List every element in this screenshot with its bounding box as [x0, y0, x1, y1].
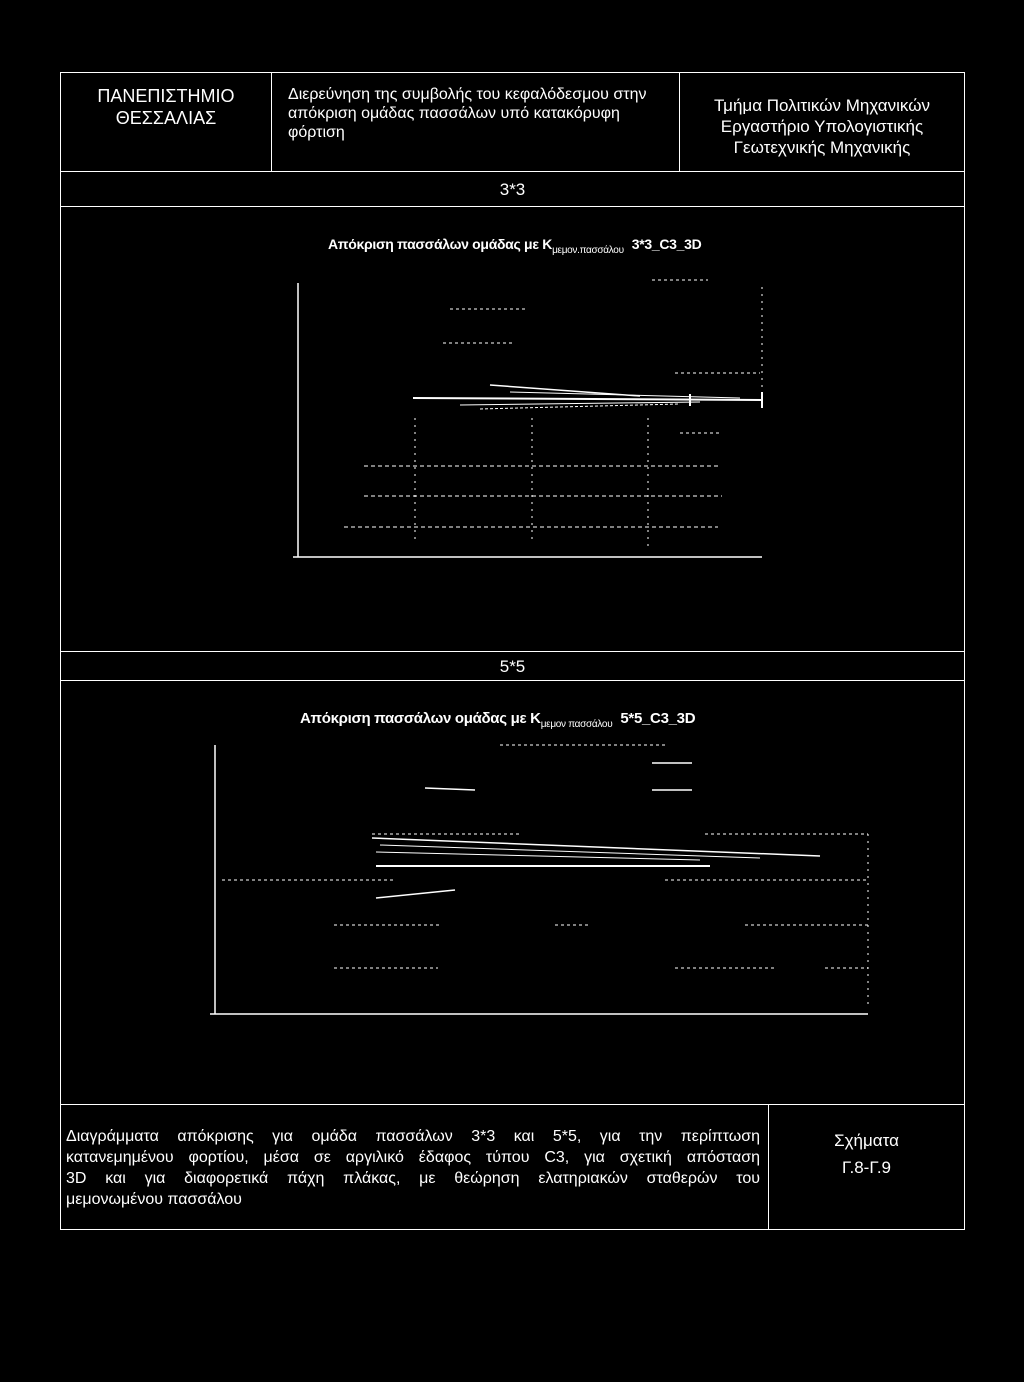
- caption-line-2: κατανεμημένου φορτίου, μέσα σε αργιλικό έδαφος τύπου C3, για σχετική απόσταση: [66, 1149, 760, 1166]
- section-5x5-label: 5*5: [499, 657, 526, 676]
- chart-3x3-ref: 3*3_C3_3D: [631, 236, 702, 252]
- chart-5x5-title-main: Απόκριση πασσάλων ομάδας με K: [300, 710, 541, 727]
- chart-3x3-title-sub: μεμον.πασσάλου: [552, 244, 624, 256]
- section-3x3-label: 3*3: [499, 180, 526, 199]
- figure-caption: [66, 1126, 760, 1210]
- figure-number: Γ.8-Γ.9: [841, 1158, 891, 1177]
- caption-line-1: Διαγράμματα απόκρισης για ομάδα πασσάλων 3*3 και 5*5, για την περίπτωση: [66, 1128, 760, 1145]
- figure-label: Σχήματα: [834, 1131, 899, 1150]
- caption-line-4: μεμονωμένου πασσάλου: [66, 1191, 242, 1208]
- thesis-line-1: Διερεύνηση της συμβολής του κεφαλόδεσμου στην: [288, 86, 647, 103]
- department-line-2: Εργαστήριο Υπολογιστικής: [720, 117, 924, 136]
- chart-3x3-title-main: Απόκριση πασσάλων ομάδας με K: [328, 236, 553, 252]
- thesis-line-3: φόρτιση: [288, 124, 345, 141]
- institution-line-1: ΠΑΝΕΠΙΣΤΗΜΙΟ: [97, 86, 235, 106]
- chart-5x5-ref: 5*5_C3_3D: [620, 710, 696, 727]
- caption-line-3: 3D και για διαφορετικά πάχη πλάκας, με θεώρηση ελατηριακών σταθερών του: [66, 1170, 760, 1187]
- thesis-line-2: απόκριση ομάδας πασσάλων υπό κατακόρυφη: [288, 105, 620, 122]
- department-line-3: Γεωτεχνικής Μηχανικής: [733, 138, 911, 157]
- department-line-1: Τμήμα Πολιτικών Μηχανικών: [714, 96, 930, 115]
- chart-5x5-title-sub: μεμον πασσάλου: [540, 719, 613, 730]
- institution-line-2: ΘΕΣΣΑΛΙΑΣ: [115, 108, 217, 128]
